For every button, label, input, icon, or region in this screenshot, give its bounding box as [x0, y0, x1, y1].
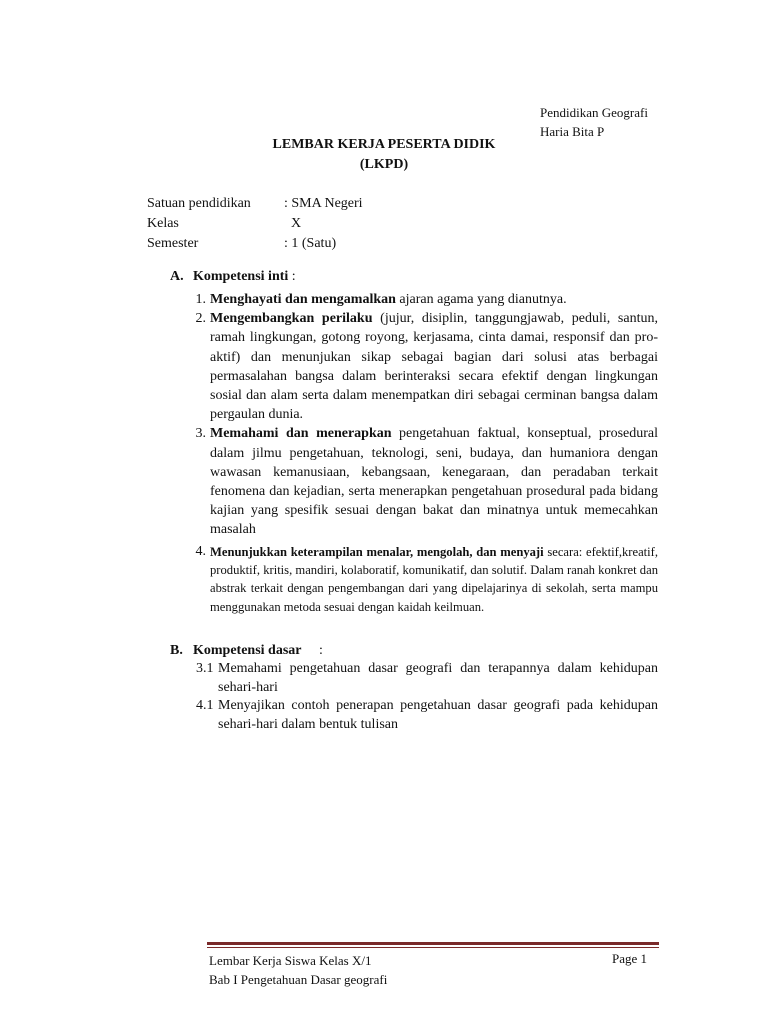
list-number: 2. — [195, 311, 206, 327]
list-item-text — [210, 290, 658, 309]
section-b-heading — [170, 643, 323, 659]
identity-label: Semester — [147, 236, 199, 251]
footer-line: Bab I Pengetahuan Dasar geografi — [209, 972, 388, 987]
list-item-text — [210, 424, 658, 539]
list-item-bold: Menghayati dan mengamalkan — [210, 292, 396, 307]
list-item-text — [210, 543, 658, 617]
identity-value: : 1 (Satu) — [284, 236, 337, 251]
section-a-heading — [170, 269, 296, 285]
document-subtitle: (LKPD) — [359, 157, 409, 172]
section-title: Kompetensi inti — [193, 269, 289, 284]
list-item-bold: Memahami dan menerapkan — [210, 426, 392, 442]
list-item — [180, 543, 658, 617]
identity-row-school — [147, 194, 363, 214]
footer-text — [209, 951, 387, 989]
page-number: Page 1 — [612, 951, 648, 966]
list-item-bold: Mengembangkan perilaku — [210, 311, 373, 327]
document-title: LEMBAR KERJA PESERTA DIDIK — [272, 137, 496, 152]
list-item-rest: ajaran agama yang dianutnya. — [395, 292, 567, 307]
identity-table — [147, 194, 363, 254]
list-item — [180, 309, 658, 424]
list-item-text: Menyajikan contoh penerapan pengetahuan dasar geografi pada kehidupan sehari-hari dalam bentuk tulisan — [218, 698, 658, 732]
footer-divider — [207, 947, 659, 948]
identity-value: X — [284, 216, 302, 231]
identity-label: Kelas — [147, 216, 179, 231]
list-item — [196, 660, 658, 697]
kompetensi-dasar-list — [196, 660, 658, 734]
section-letter: B. — [170, 643, 183, 658]
section-title: Kompetensi dasar — [193, 643, 302, 658]
list-item-text: Memahami pengetahuan dasar geografi dan terapannya dalam kehidupan sehari-hari — [218, 661, 658, 695]
list-item — [180, 290, 658, 309]
list-number: 4. — [195, 543, 206, 559]
list-item-rest: pengetahuan faktual, konseptual, prosedural dalam jilmu pengetahuan, teknologi, seni, budaya, dan humaniora dengan wawasan kemanusiaan, kebangsaan, kenegaraan, dan peradaban terkait fenomena dan kejadian, serta menerapkan pengetahuan prosedural pada bidang kajian yang spesifik sesuai dengan bakat dan minatnya untuk memecahkan masalah — [210, 426, 658, 538]
list-number: 3.1 — [196, 661, 214, 676]
header-subject: Pendidikan Geografi — [540, 105, 648, 120]
list-item-bold: Menunjukkan keterampilan menalar, mengolah, dan menyaji — [210, 544, 544, 559]
list-number: 4.1 — [196, 698, 214, 713]
section-suffix: : — [301, 643, 323, 658]
list-item-rest: secara: efektif,kreatif, produktif, kritis, mandiri, kolaboratif, komunikatif, dan solutif. Dalam ranah konkret dan abstrak terkait dengan pengembangan dari yang dipelajarinya di sekolah, serta mampu menggunakan metoda sesuai dengan kaidah keilmuan. — [210, 544, 658, 614]
list-item-text — [210, 309, 658, 424]
list-item-rest: (jujur, disiplin, tanggungjawab, peduli, santun, ramah lingkungan, gotong royong, kerjasama, cinta damai, responsif dan pro-aktif) dan menunjukan sikap sebagai bagian dari solusi atas berbagai permasalahan bangsa dalam berinteraksi secara efektif dengan lingkungan sosial dan alam serta dalam menempatkan diri sebagai cerminan bangsa dalam pergaulan dunia. — [210, 311, 658, 423]
header-author: Haria Bita P — [540, 124, 605, 139]
section-suffix: : — [288, 269, 296, 284]
header-note — [540, 103, 648, 141]
kompetensi-inti-list — [180, 290, 658, 616]
list-item — [180, 424, 658, 539]
identity-value: : SMA Negeri — [284, 196, 363, 211]
identity-row-class — [147, 214, 363, 234]
section-letter: A. — [170, 269, 184, 284]
footer-divider — [207, 942, 659, 945]
list-item — [196, 697, 658, 734]
list-number: 1. — [195, 292, 206, 307]
footer-line: Lembar Kerja Siswa Kelas X/1 — [209, 953, 372, 968]
identity-row-semester — [147, 234, 363, 254]
identity-label: Satuan pendidikan — [147, 196, 251, 211]
list-number: 3. — [195, 426, 206, 442]
